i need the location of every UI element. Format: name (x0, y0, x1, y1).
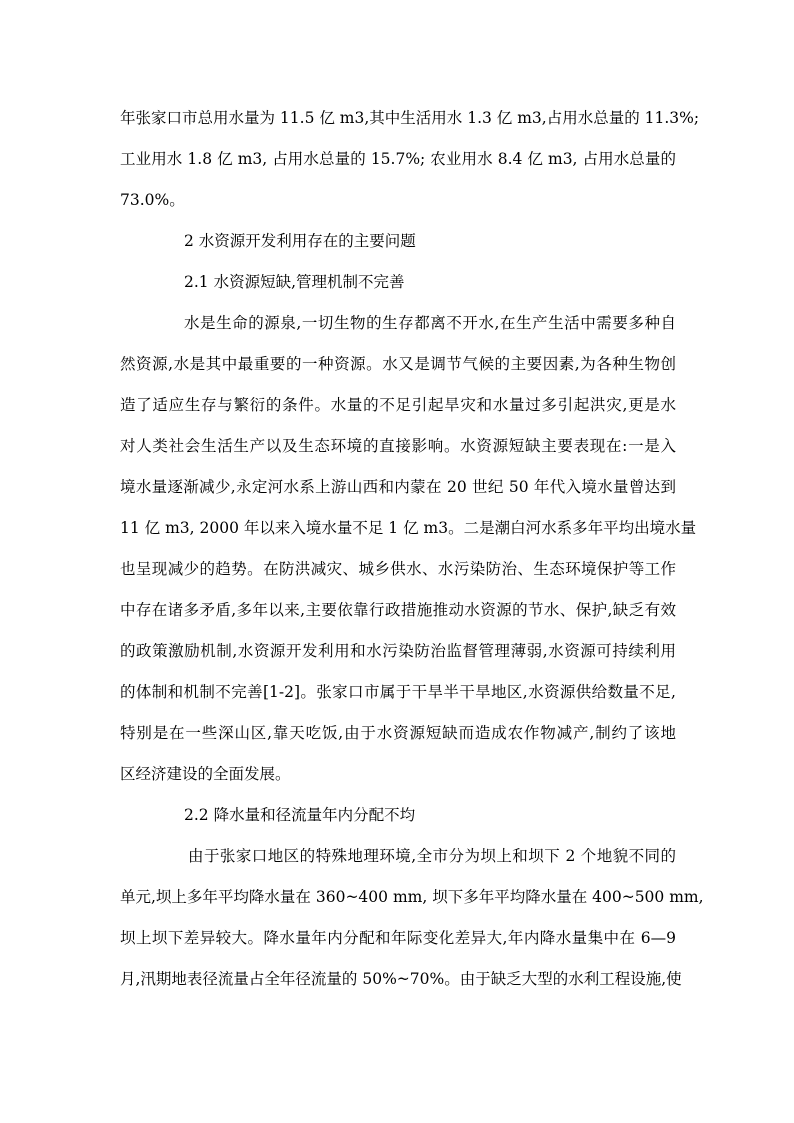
body-text-line: 年张家口市总用水量为 11.5 亿 m3,其中生活用水 1.3 亿 m3,占用水总量的 11.3%; (120, 109, 700, 127)
body-text-line: 境水量逐渐减少,永定河水系上游山西和内蒙在 20 世纪 50 年代入境水量曾达到 (120, 478, 676, 496)
section-heading: 2 水资源开发利用存在的主要问题 (184, 232, 416, 250)
body-text-line: 对人类社会生活生产以及生态环境的直接影响。水资源短缺主要表现在:一是入 (120, 437, 676, 455)
body-text-line: 中存在诸多矛盾,多年以来,主要依靠行政措施推动水资源的节水、保护,缺乏有效 (120, 601, 676, 619)
body-text-line: 11 亿 m3, 2000 年以来入境水量不足 1 亿 m3。二是潮白河水系多年平均出境水量 (120, 519, 697, 537)
body-text-line: 也呈现减少的趋势。在防洪减灾、城乡供水、水污染防治、生态环境保护等工作 (120, 560, 676, 578)
paragraph-first-line: 水是生命的源泉,一切生物的生存都离不开水,在生产生活中需要多种自 (184, 314, 676, 332)
paragraph-first-line: 由于张家口地区的特殊地理环境,全市分为坝上和坝下 2 个地貌不同的 (188, 847, 676, 865)
body-text-line: 区经济建设的全面发展。 (120, 765, 291, 783)
body-text-line: 的政策激励机制,水资源开发利用和水污染防治监督管理薄弱,水资源可持续利用 (120, 642, 676, 660)
body-text-line: 的体制和机制不完善[1-2]。张家口市属于干旱半干旱地区,水资源供给数量不足, (120, 683, 676, 701)
body-text-line: 73.0%。 (120, 191, 185, 209)
subsection-heading: 2.1 水资源短缺,管理机制不完善 (184, 273, 405, 291)
body-text-line: 坝上坝下差异较大。降水量年内分配和年际变化差异大,年内降水量集中在 6—9 (120, 929, 676, 947)
body-text-line: 造了适应生存与繁衍的条件。水量的不足引起旱灾和水量过多引起洪灾,更是水 (120, 396, 676, 414)
body-text-line: 然资源,水是其中最重要的一种资源。水又是调节气候的主要因素,为各种生物创 (120, 355, 676, 373)
body-text-line: 特别是在一些深山区,靠天吃饭,由于水资源短缺而造成农作物减产,制约了该地 (120, 724, 676, 742)
body-text-line: 月,汛期地表径流量占全年径流量的 50%~70%。由于缺乏大型的水利工程设施,使 (120, 970, 682, 988)
body-text-line: 单元,坝上多年平均降水量在 360~400 mm, 坝下多年平均降水量在 400~500 mm, (120, 888, 704, 906)
subsection-heading: 2.2 降水量和径流量年内分配不均 (184, 806, 416, 824)
body-text-line: 工业用水 1.8 亿 m3, 占用水总量的 15.7%; 农业用水 8.4 亿 m3, 占用水总量的 (120, 150, 676, 168)
